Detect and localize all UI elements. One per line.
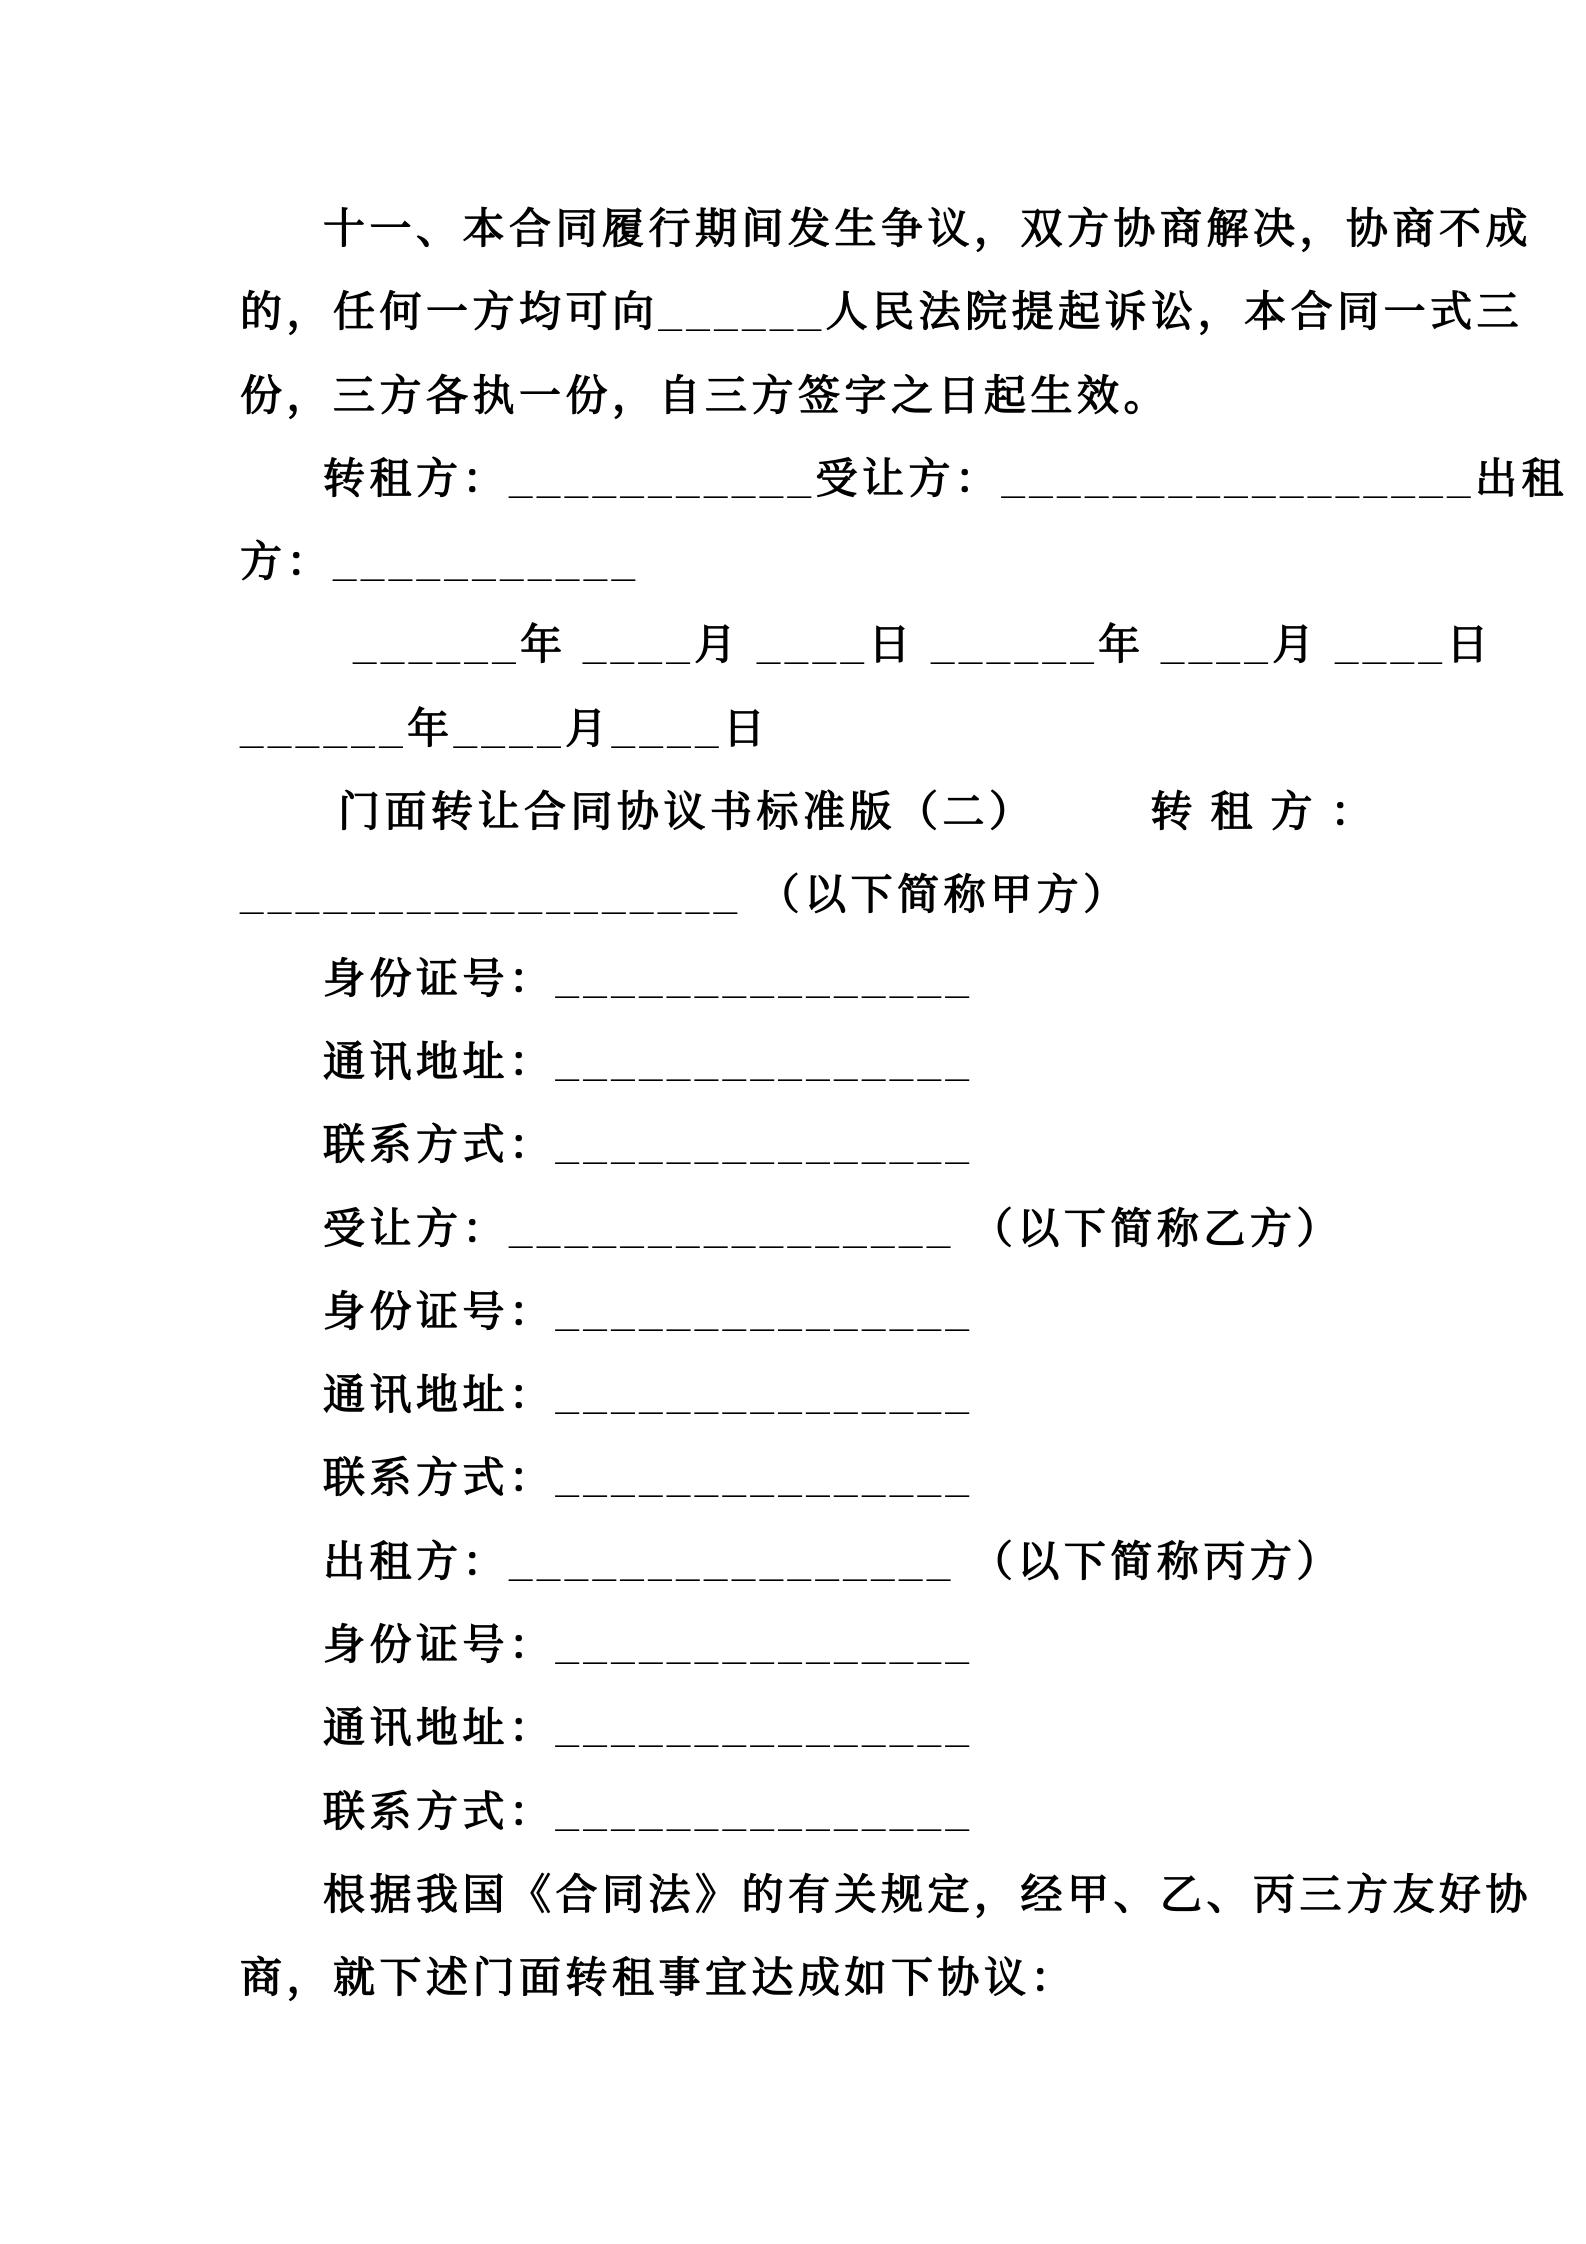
transferee-contact-line: 联系方式：_______________ (323, 1454, 974, 1502)
signature-parties-line-1: 转租方：___________受让方：_________________出租 (323, 454, 1569, 502)
transferee-id-line: 身份证号：_______________ (323, 1287, 974, 1335)
preamble-line-2: 商，就下述门面转租事宜达成如下协议： (240, 1954, 1078, 2002)
date-blanks-line-1: ______年 ____月 ____日 ______年 ____月 ____日 (353, 621, 1493, 669)
sublessor-id-line: 身份证号：_______________ (323, 954, 974, 1002)
clause-eleven-line-1: 十一、本合同履行期间发生争议，双方协商解决，协商不成 (323, 205, 1533, 252)
doc-title: 门面转让合同协议书标准版（二） (338, 788, 1036, 836)
sublessor-contact-line: 联系方式：_______________ (323, 1121, 974, 1169)
sublessor-blank-line: __________________ （以下简称甲方） (240, 871, 1130, 919)
date-blanks-line-2: ______年____月____日 (240, 704, 770, 752)
lessor-contact-line: 联系方式：_______________ (323, 1787, 974, 1835)
transferee-line: 受让方：________________ （以下简称乙方） (323, 1204, 1343, 1252)
transferee-address-line: 通讯地址：_______________ (323, 1371, 974, 1419)
preamble-line-1: 根据我国《合同法》的有关规定，经甲、乙、丙三方友好协 (323, 1870, 1533, 1918)
sublessor-label: 转租方： (1150, 788, 1391, 836)
clause-eleven-line-2: 的，任何一方均可向______人民法院提起诉讼，本合同一式三 (240, 288, 1524, 336)
clause-eleven-line-3: 份，三方各执一份，自三方签字之日起生效。 (240, 371, 1171, 419)
lessor-id-line: 身份证号：_______________ (323, 1621, 974, 1669)
signature-parties-line-2: 方：___________ (240, 538, 640, 586)
section-title-line (240, 770, 1546, 853)
lessor-address-line: 通讯地址：_______________ (323, 1704, 974, 1752)
lessor-line: 出租方：________________ （以下简称丙方） (323, 1537, 1343, 1585)
sublessor-address-line: 通讯地址：_______________ (323, 1037, 974, 1085)
